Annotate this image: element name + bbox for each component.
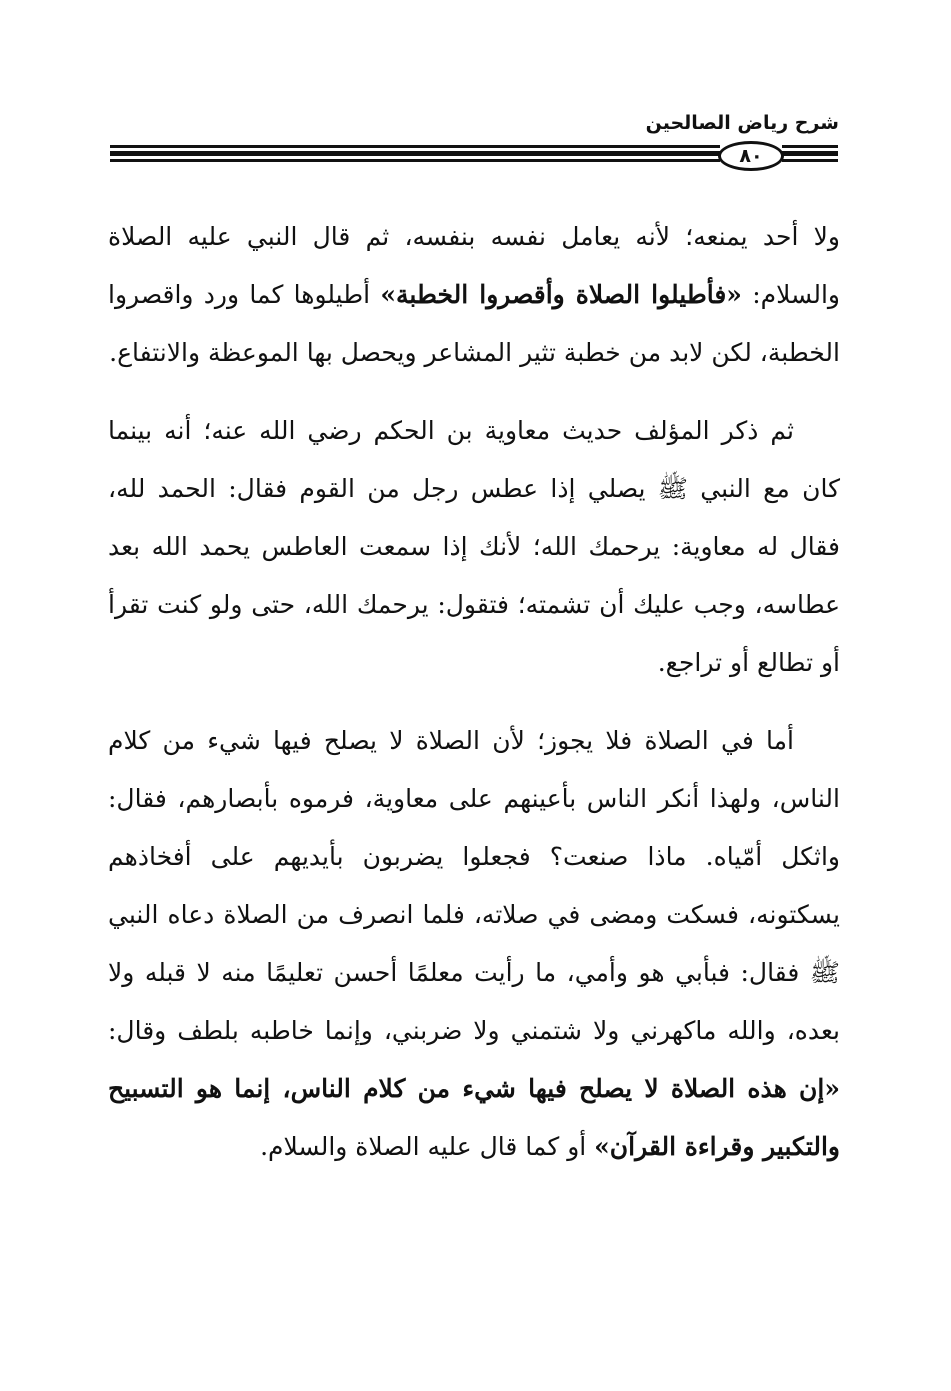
paragraph-2: ثم ذكر المؤلف حديث معاوية بن الحكم رضي الله عنه؛ أنه بينما كان مع النبي ﷺ يصلي إذا عطس رجل من القوم فقال: الحمد لله، فقال له معاوية: يرحمك الله؛ لأنك إذا سمعت العاطس يحمد الله بعد عطاسه، وجب عليك أن تشمته؛ فتقول: يرحمك الله، حتى ولو كنت تقرأ أو تطالع أو تراجع. [108, 416, 840, 677]
paragraph-1-text-b: أطيلوها كما ورد واقصروا الخطبة، لكن لابد من خطبة تثير المشاعر ويحصل بها الموعظة والانتفاع. [108, 280, 840, 367]
page-number: ٨٠ [718, 141, 784, 171]
header-rule-left [110, 145, 720, 165]
paragraph-1 [108, 208, 840, 382]
header-rule-right [782, 145, 838, 165]
paragraph-1-text-a: ولا أحد يمنعه؛ لأنه يعامل نفسه بنفسه، ثم قال النبي عليه الصلاة والسلام: [108, 222, 840, 309]
body-text [108, 208, 840, 1196]
hadith-quote-2: «إن هذه الصلاة لا يصلح فيها شيء من كلام الناس، إنما هو التسبيح والتكبير وقراءة القرآن» [108, 1074, 840, 1161]
paragraph-3 [108, 712, 840, 1176]
header-rule [110, 141, 838, 177]
running-header-title: شرح رياض الصالحين [645, 112, 839, 134]
hadith-quote-1: «فأطيلوا الصلاة وأقصروا الخطبة» [380, 280, 742, 309]
paragraph-3-text-b: أو كما قال عليه الصلاة والسلام. [260, 1132, 595, 1161]
paragraph-3-text-a: أما في الصلاة فلا يجوز؛ لأن الصلاة لا يصلح فيها شيء من كلام الناس، ولهذا أنكر الناس بأعينهم على معاوية، فرموه بأبصارهم، فقال: واثكل أمّياه. ماذا صنعت؟ فجعلوا يضربون بأيديهم على أفخاذهم يسكتونه، فسكت ومضى في صلاته، فلما انصرف من الصلاة دعاه النبي ﷺ فقال: فبأبي هو وأمي، ما رأيت معلمًا أحسن تعليمًا منه لا قبله ولا بعده، والله ماكهرني ولا شتمني ولا ضربني، وإنما خاطبه بلطف وقال: [108, 726, 840, 1045]
